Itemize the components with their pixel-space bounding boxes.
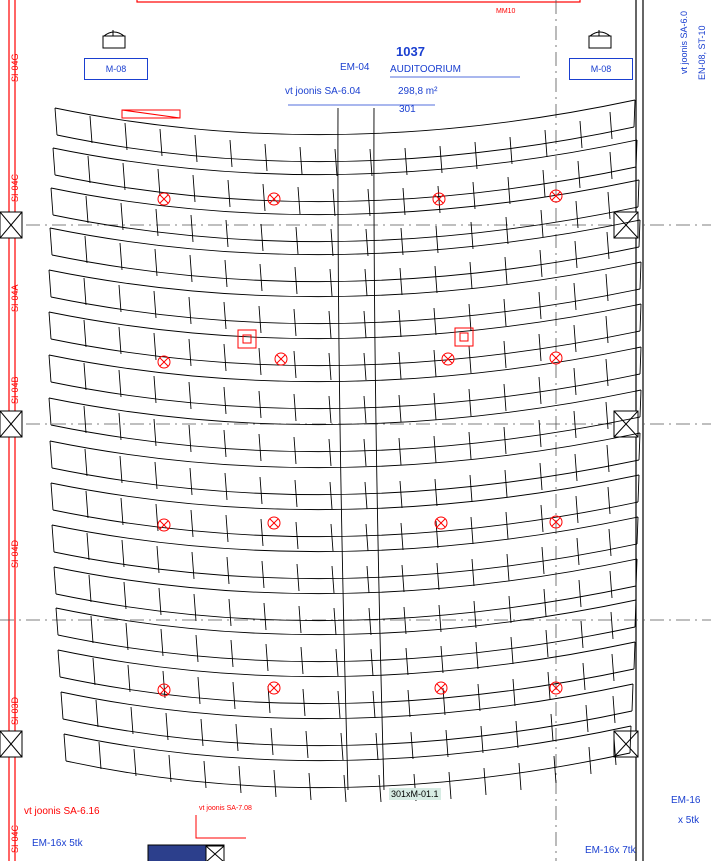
grid-label-si-04c: SI-04C — [10, 173, 20, 202]
label-m-08-right[interactable]: M-08 — [569, 58, 633, 80]
column-markers — [0, 212, 638, 757]
room-number: 1037 — [396, 44, 425, 59]
label-em-16-5tk-left[interactable]: EM-16x 5tk — [32, 838, 83, 849]
bottom-leader-red — [196, 815, 246, 838]
label-em-16-7tk[interactable]: EM-16x 7tk — [585, 845, 636, 856]
label-mm10[interactable]: MM10 — [496, 8, 516, 15]
grid-label-si-04c-bottom: SI-04C — [10, 824, 20, 853]
top-equipment-symbols — [103, 30, 611, 48]
title-ref-note: vt joonis SA-6.04 — [285, 86, 361, 97]
ref-note-en-08-st-10[interactable]: EN-08, ST-10 — [697, 25, 707, 80]
label-em-04[interactable]: EM-04 — [340, 62, 370, 73]
grid-label-si-04a: SI-04A — [10, 284, 20, 312]
label-em-16-right[interactable]: EM-16 — [671, 795, 701, 806]
grid-label-si-04d: SI-04D — [10, 539, 20, 568]
stage-door — [148, 845, 224, 861]
label-m-08-left[interactable]: M-08 — [84, 58, 148, 80]
label-em-16-right-5tk[interactable]: x 5tk — [678, 815, 700, 826]
top-wall-red — [137, 0, 580, 2]
axis-lines — [0, 225, 711, 620]
grid-label-si-03d: SI-03D — [10, 696, 20, 725]
grid-label-si-04b: SI-04B — [10, 376, 20, 404]
ref-note-sa-6-0-right[interactable]: vt joonis SA-6.0 — [679, 10, 689, 74]
grid-label-si-04g: SI-04G — [10, 53, 20, 82]
room-name: AUDITOORIUM — [390, 64, 461, 75]
room-code: 301 — [399, 104, 416, 115]
ref-note-sa-6-16[interactable]: vt joonis SA-6.16 — [24, 806, 100, 817]
seating-rows — [49, 100, 641, 802]
aisle-lines — [338, 108, 384, 790]
top-leader-red — [122, 110, 180, 118]
room-area: 298,8 m² — [398, 86, 438, 97]
ref-note-sa-7-08[interactable]: vt joonis SA-7.08 — [199, 805, 252, 812]
label-m-01-1[interactable]: 301xM-01.1 — [391, 789, 439, 799]
